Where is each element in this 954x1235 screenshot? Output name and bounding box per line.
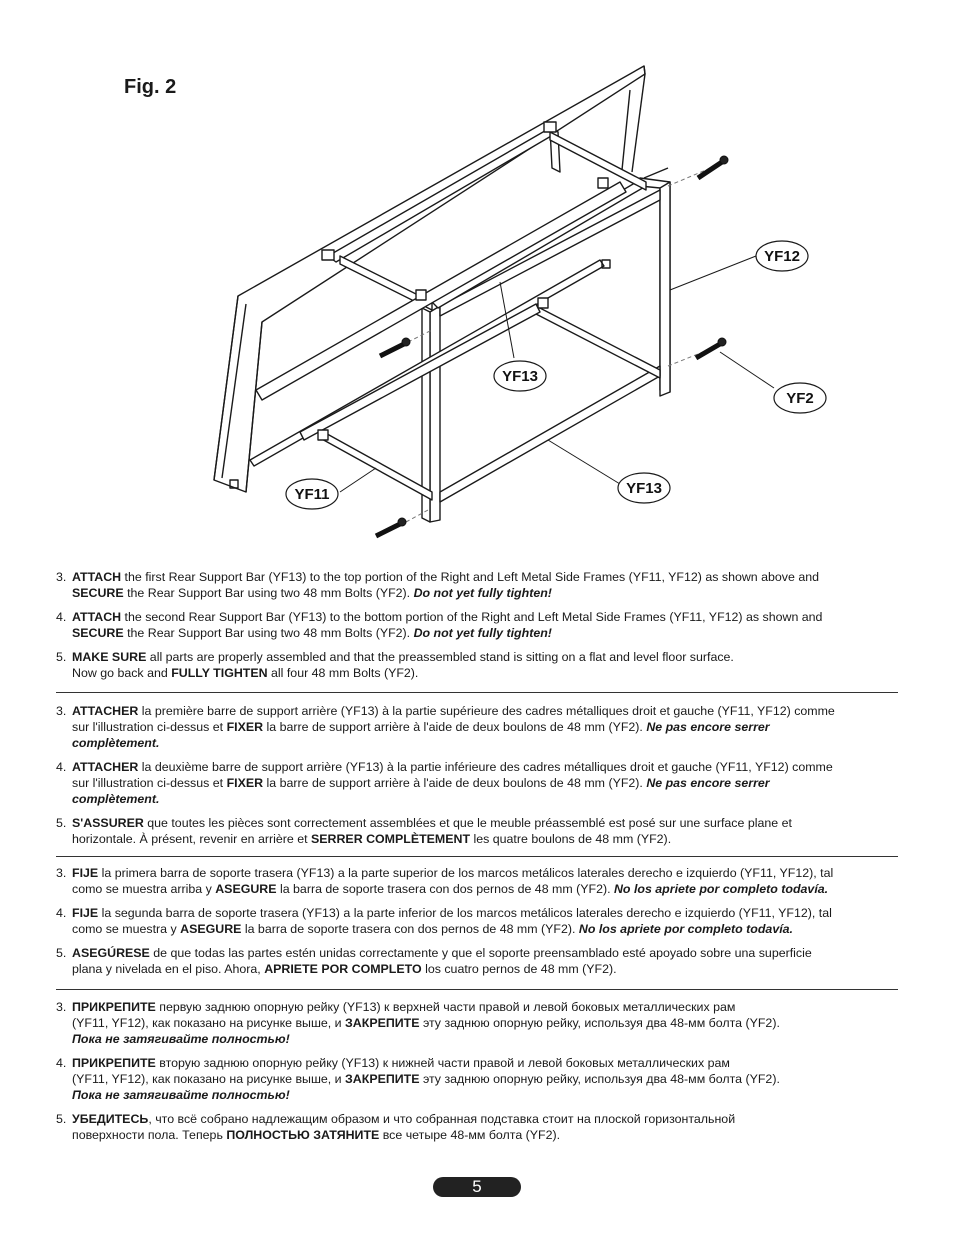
section-spanish [56, 865, 898, 985]
step-5-en: 5. MAKE SURE all parts are properly assembled and that the preassembled stand is sitting on a flat and level floor surface. Now go back and FULLY TIGHTEN all four 48 mm Bolts (YF2). [56, 650, 734, 680]
step-3-en: 3. ATTACH the first Rear Support Bar (YF13) to the top portion of the Right and Left Metal Side Frames (YF11, YF12) as shown above and SECURE the Rear Support Bar using two 48 mm Bolts (YF2). Do not yet fully tighten! [56, 570, 820, 600]
bolt-yf2-bottom-left [376, 518, 406, 536]
divider [56, 692, 898, 693]
label-yf13-bottom: YF13 [626, 480, 662, 497]
step-5-es: 5. ASEGÚRESE de que todas las partes estén unidas correctamente y que el soporte preensamblado esté apoyado sobre una superficie plana y nivelada en el piso. Ahora, APRIETE POR COMPLETO los cuatro pernos de 48 mm (YF2). [56, 946, 812, 976]
label-yf13-top: YF13 [502, 368, 538, 385]
section-russian [56, 999, 898, 1151]
bolt-yf2-bottom-right [696, 338, 726, 358]
label-yf2: YF2 [786, 390, 814, 407]
step-3-ru: 3. ПРИКРЕПИТЕ первую заднюю опорную рейку (YF13) к верхней части правой и левой боковых металлических рам (YF11, YF12), как показано на рисунке выше, и ЗАКРЕПИТЕ эту заднюю опорную рейку, используя два 48-мм болта (YF2). Пока не затягивайте полностью! [56, 1000, 780, 1046]
label-yf12: YF12 [764, 248, 800, 265]
bolt-yf2-top-right [698, 156, 728, 178]
page-number: 5 [433, 1177, 521, 1197]
step-3-es: 3. FIJE la primera barra de soporte trasera (YF13) a la parte superior de los marcos metálicos laterales derecho e izquierdo (YF11, YF12), tal como se muestra arriba y ASEGURE la barra de soporte trasera con dos pernos de 48 mm (YF2). No los apriete por completo todavía. [56, 866, 834, 896]
assembly-diagram [200, 60, 814, 560]
bolt-yf2-top-left [380, 338, 410, 356]
step-4-es: 4. FIJE la segunda barra de soporte trasera (YF13) a la parte inferior de los marcos metálicos laterales derecho e izquierdo (YF11, YF12), tal como se muestra y ASEGURE la barra de soporte trasera con dos pernos de 48 mm (YF2). No los apriete por completo todavía. [56, 906, 832, 936]
step-4-ru: 4. ПРИКРЕПИТЕ вторую заднюю опорную рейку (YF13) к нижней части правой и левой боковых металлических рам (YF11, YF12), как показано на рисунке выше, и ЗАКРЕПИТЕ эту заднюю опорную рейку, используя два 48-мм болта (YF2). Пока не затягивайте полностью! [56, 1056, 780, 1102]
step-5-fr: 5. S'ASSURER que toutes les pièces sont correctement assemblées et que le meuble préassemblé est posé sur une surface plane et horizontale. À présent, revenir en arrière et SERRER COMPLÈTEMENT les quatre boulons de 48 mm (YF2). [56, 816, 792, 846]
left-side-frame [430, 306, 440, 522]
step-4-en: 4. ATTACH the second Rear Support Bar (YF13) to the bottom portion of the Right and Left Metal Side Frames (YF11, YF12) as shown and SECURE the Rear Support Bar using two 48 mm Bolts (YF2). Do not yet fully tighten! [56, 610, 823, 640]
divider [56, 989, 898, 990]
figure-title: Fig. 2 [124, 76, 177, 98]
label-yf11: YF11 [294, 486, 330, 503]
section-french [56, 703, 898, 855]
divider [56, 856, 898, 857]
step-5-ru: 5. УБЕДИТЕСЬ, что всё собрано надлежащим образом и что собранная подставка стоит на плоской горизонтальной поверхности пола. Теперь ПОЛНОСТЬЮ ЗАТЯНИТЕ все четыре 48-мм болта (YF2). [56, 1112, 736, 1142]
section-english [56, 569, 898, 689]
step-3-fr: 3. ATTACHER la première barre de support arrière (YF13) à la partie supérieure des cadres métalliques droit et gauche (YF11, YF12) comme sur l'illustration ci-dessus et FIXER la barre de support arrière à l'aide de deux boulons de 48 mm (YF2). Ne pas encore serrer complètement. [56, 704, 835, 750]
step-4-fr: 4. ATTACHER la deuxième barre de support arrière (YF13) à la partie inférieure des cadres métalliques droit et gauche (YF11, YF12) comme sur l'illustration ci-dessus et FIXER la barre de support arrière à l'aide de deux boulons de 48 mm (YF2). Ne pas encore serrer complètement. [56, 760, 833, 806]
